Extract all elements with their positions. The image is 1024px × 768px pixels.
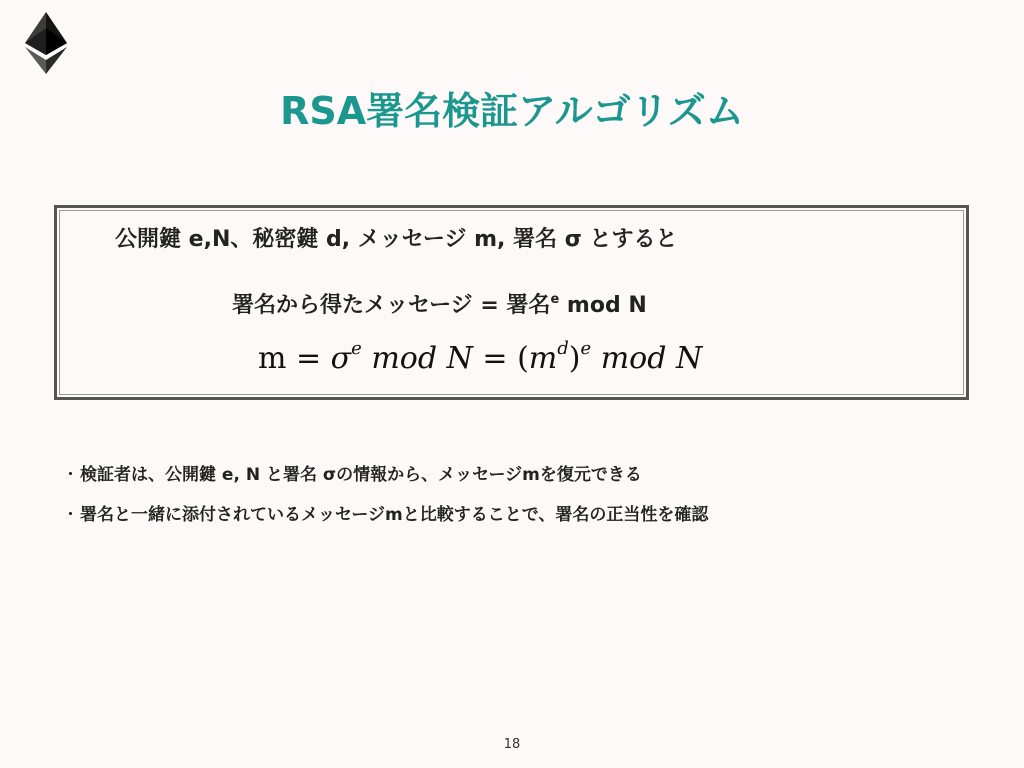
- page-number: 18: [503, 737, 521, 752]
- formula-m: m: [528, 341, 558, 376]
- bullet-item: [62, 455, 708, 495]
- formula-eq1: =: [286, 341, 331, 376]
- formula-e1: e: [351, 338, 362, 359]
- relation-exponent: e: [550, 292, 560, 307]
- formula-open-paren: (: [517, 341, 529, 376]
- slide-title: RSA署名検証アルゴリズム: [280, 89, 744, 133]
- premise-text: 公開鍵 e,N、秘密鍵 d, メッセージ m, 署名 σ とすると: [115, 227, 678, 252]
- relation-right: mod N: [559, 293, 647, 318]
- formula-mod2: mod N: [591, 341, 703, 376]
- bullet-item: [62, 495, 708, 535]
- verification-formula: [258, 338, 702, 376]
- bullet-marker: ・: [62, 505, 79, 525]
- relation-left: 署名から得たメッセージ = 署名: [232, 293, 551, 318]
- bullet-list: [62, 455, 708, 535]
- formula-lhs: m: [258, 341, 287, 376]
- formula-d: d: [557, 338, 569, 359]
- bullet-text: 検証者は、公開鍵 e, N と署名 σの情報から、メッセージmを復元できる: [80, 465, 642, 485]
- formula-mod1: mod N: [361, 341, 473, 376]
- formula-eq2: =: [472, 341, 518, 376]
- bullet-marker: ・: [62, 465, 79, 485]
- formula-e2: e: [580, 338, 592, 359]
- relation-text: [232, 288, 647, 319]
- formula-close-paren: ): [568, 341, 581, 376]
- formula-sigma: σ: [330, 341, 352, 376]
- bullet-text: 署名と一緒に添付されているメッセージmと比較することで、署名の正当性を確認: [80, 505, 709, 525]
- ethereum-logo-icon: [25, 12, 67, 74]
